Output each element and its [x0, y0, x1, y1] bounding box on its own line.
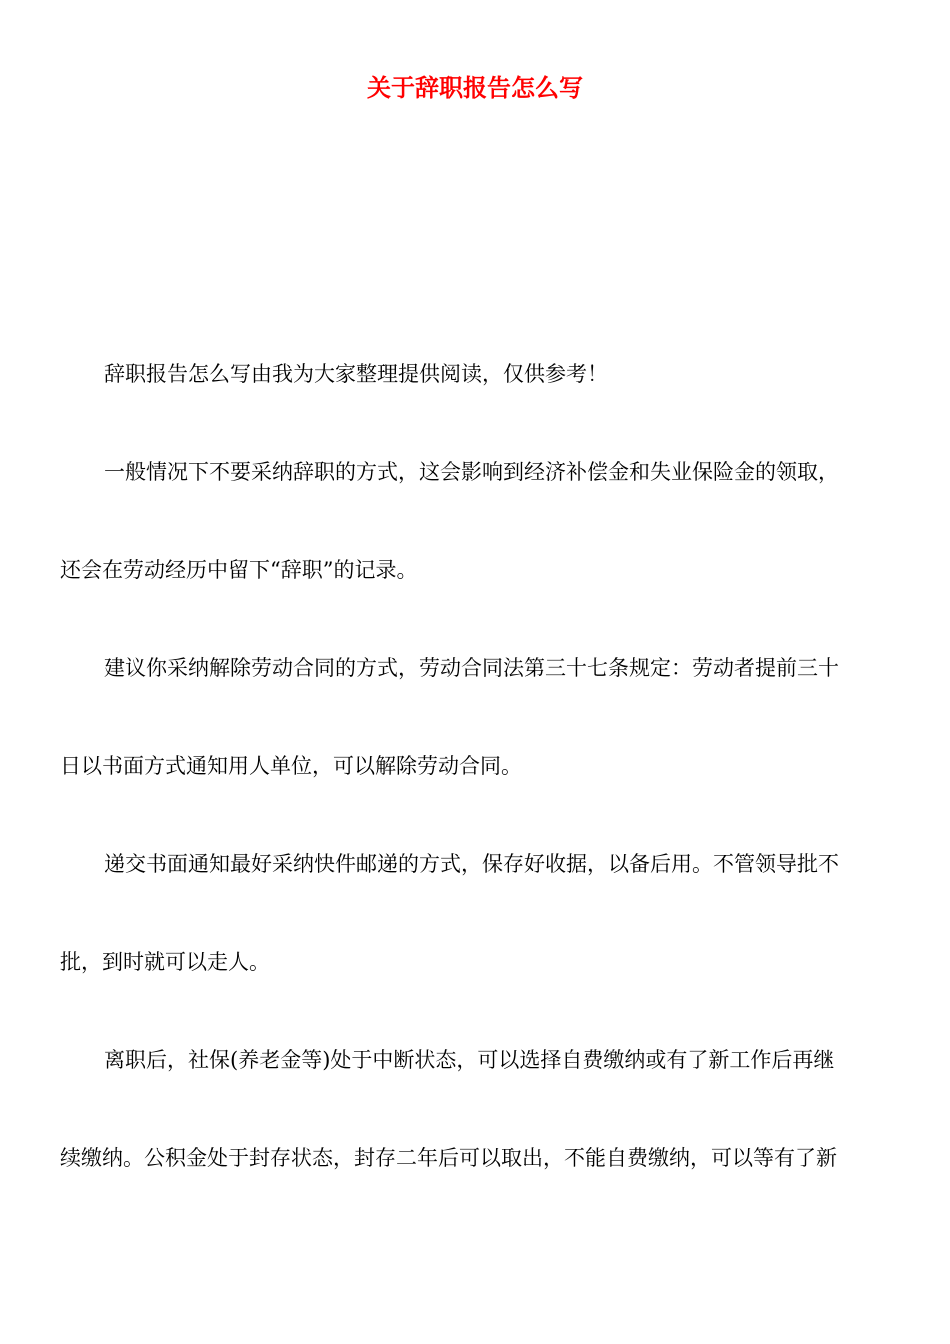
line-gap: [60, 693, 890, 742]
paragraph-4-line-1: 递交书面通知最好采纳快件邮递的方式，保存好收据，以备后用。不管领导批不: [104, 852, 839, 876]
line-gap: [60, 889, 890, 938]
paragraph-5-line-2: 续缴纳。公积金处于封存状态，封存二年后可以取出，不能自费缴纳，可以等有了新: [60, 1146, 837, 1170]
paragraph-2-line-1: 一般情况下不要采纳辞职的方式，这会影响到经济补偿金和失业保险金的领取，: [104, 460, 839, 484]
paragraph-gap: [60, 595, 890, 644]
line-gap: [60, 1085, 890, 1134]
paragraph-3-line-2: 日以书面方式通知用人单位，可以解除劳动合同。: [60, 754, 522, 778]
paragraph-5-line-1: 离职后，社保(养老金等)处于中断状态，可以选择自费缴纳或有了新工作后再继: [104, 1048, 835, 1072]
paragraph-gap: [60, 987, 890, 1036]
paragraph-gap: [60, 399, 890, 448]
paragraph-gap: [60, 791, 890, 840]
line-gap: [60, 497, 890, 546]
paragraph-4-line-2: 批，到时就可以走人。: [60, 950, 270, 974]
page-title: 关于辞职报告怎么写: [367, 74, 583, 102]
paragraph-2-line-2: 还会在劳动经历中留下“辞职”的记录。: [60, 558, 418, 582]
paragraph-3-line-1: 建议你采纳解除劳动合同的方式，劳动合同法第三十七条规定：劳动者提前三十: [104, 656, 839, 680]
document-body: [60, 350, 890, 1183]
paragraph-1-line-1: 辞职报告怎么写由我为大家整理提供阅读，仅供参考！: [104, 362, 608, 386]
